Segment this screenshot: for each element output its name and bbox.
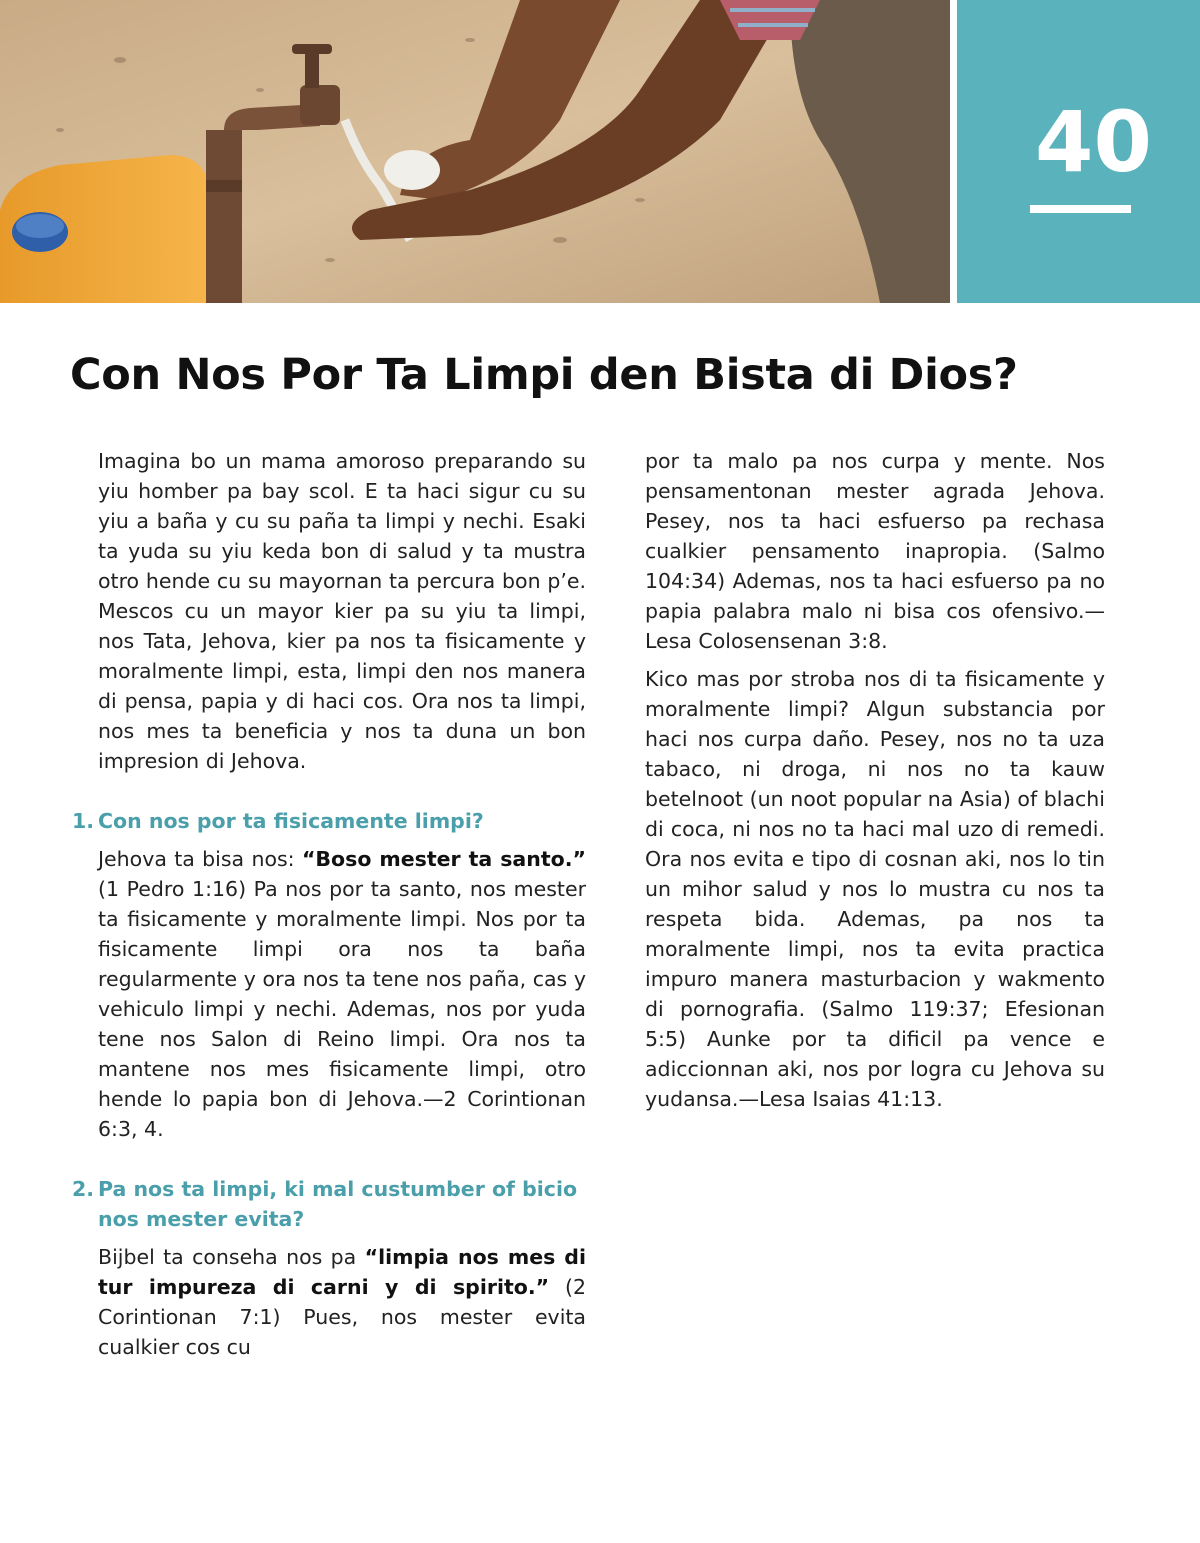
left-column (72, 446, 586, 1370)
intro-paragraph: Imagina bo un mama amoroso preparando su yiu homber pa bay scol. E ta haci sigur cu su yiu a baña y cu su paña ta limpi y nechi. Esaki ta yuda su yiu keda bon di salud y ta mustra otro hende cu su mayornan ta percura bon p’e. Mescos cu un mayor kier pa su yiu ta limpi, nos Tata, Jehova, kier pa nos ta fisicamente y moralmente limpi, esta, limpi den nos manera di pensa, papia y di haci cos. Ora nos ta limpi, nos mes ta beneficia y nos ta duna un bon impresion di Jehova. (98, 449, 586, 773)
page-title: Con Nos Por Ta Limpi den Bista di Dios? (70, 350, 1018, 400)
answer-2-text-start: Bijbel ta conseha nos pa (98, 1245, 365, 1269)
lesson-number: 40 (1035, 93, 1152, 191)
answer-1-paragraph (98, 844, 586, 1144)
question-2-text: Pa nos ta limpi, ki mal custumber of bicio nos mester evita? (98, 1177, 578, 1231)
question-1-text: Con nos por ta fisicamente limpi? (98, 809, 484, 833)
handwashing-photo-icon (0, 0, 950, 303)
question-2 (72, 1174, 586, 1234)
answer-1-text-start: Jehova ta bisa nos: (98, 847, 302, 871)
right-paragraph-2: Kico mas por stroba nos di ta fisicamente y moralmente limpi? Algun substancia por haci nos curpa daño. Pesey, nos no ta uza tabaco, ni droga, ni nos no ta kauw betelnoot (un noot popular na Asia) of blachi di coca, ni nos no ta haci mal uzo di remedi. Ora nos evita e tipo di cosnan aki, nos lo tin un mihor salud y nos lo mustra cu nos ta respeta bida. Ademas, pa nos ta moralmente limpi, nos ta evita practica impuro manera masturbacion y wakmento di pornografia. (Salmo 119:37; Efesionan 5:5) Aunke por ta dificil pa vence e adiccionnan aki, nos por logra cu Jehova su yudansa.—Lesa Isaias 41:13. (645, 667, 1105, 1111)
answer-1-text-end: (1 Pedro 1:16) Pa nos por ta santo, nos mester ta fisicamente y moralmente limpi. Nos por ta fisicamente limpi ora nos ta baña regularmente y ora nos ta tene nos paña, cas y vehiculo limpi y nechi. Ademas, nos por yuda tene nos Salon di Reino limpi. Ora nos ta mantene nos mes fisicamente limpi, otro hende lo papia bon di Jehova.—2 Corintionan 6:3, 4. (98, 877, 586, 1141)
right-column (645, 446, 1105, 1122)
hero-photo (0, 0, 950, 303)
lesson-number-underline (1030, 205, 1131, 213)
question-2-number: 2. (72, 1177, 95, 1201)
question-1-number: 1. (72, 809, 95, 833)
answer-2-text-end: (2 Corintionan 7:1) Pues, nos mester evita cualkier cos cu (98, 1275, 586, 1359)
answer-1-quote: “Boso mester ta santo.” (301, 847, 586, 871)
answer-2-paragraph (98, 1242, 586, 1362)
answer-2-quote: “limpia nos mes di tur impureza di carni y di spirito.” (98, 1245, 586, 1299)
question-1 (72, 806, 586, 836)
right-paragraph-1: por ta malo pa nos curpa y mente. Nos pensamentonan mester agrada Jehova. Pesey, nos ta haci esfuerso pa rechasa cualkier pensamento inapropia. (Salmo 104:34) Ademas, nos ta haci esfuerso pa no papia palabra malo ni bisa cos ofensivo.—Lesa Colosensenan 3:8. (645, 449, 1105, 653)
lesson-number-box (957, 0, 1200, 303)
